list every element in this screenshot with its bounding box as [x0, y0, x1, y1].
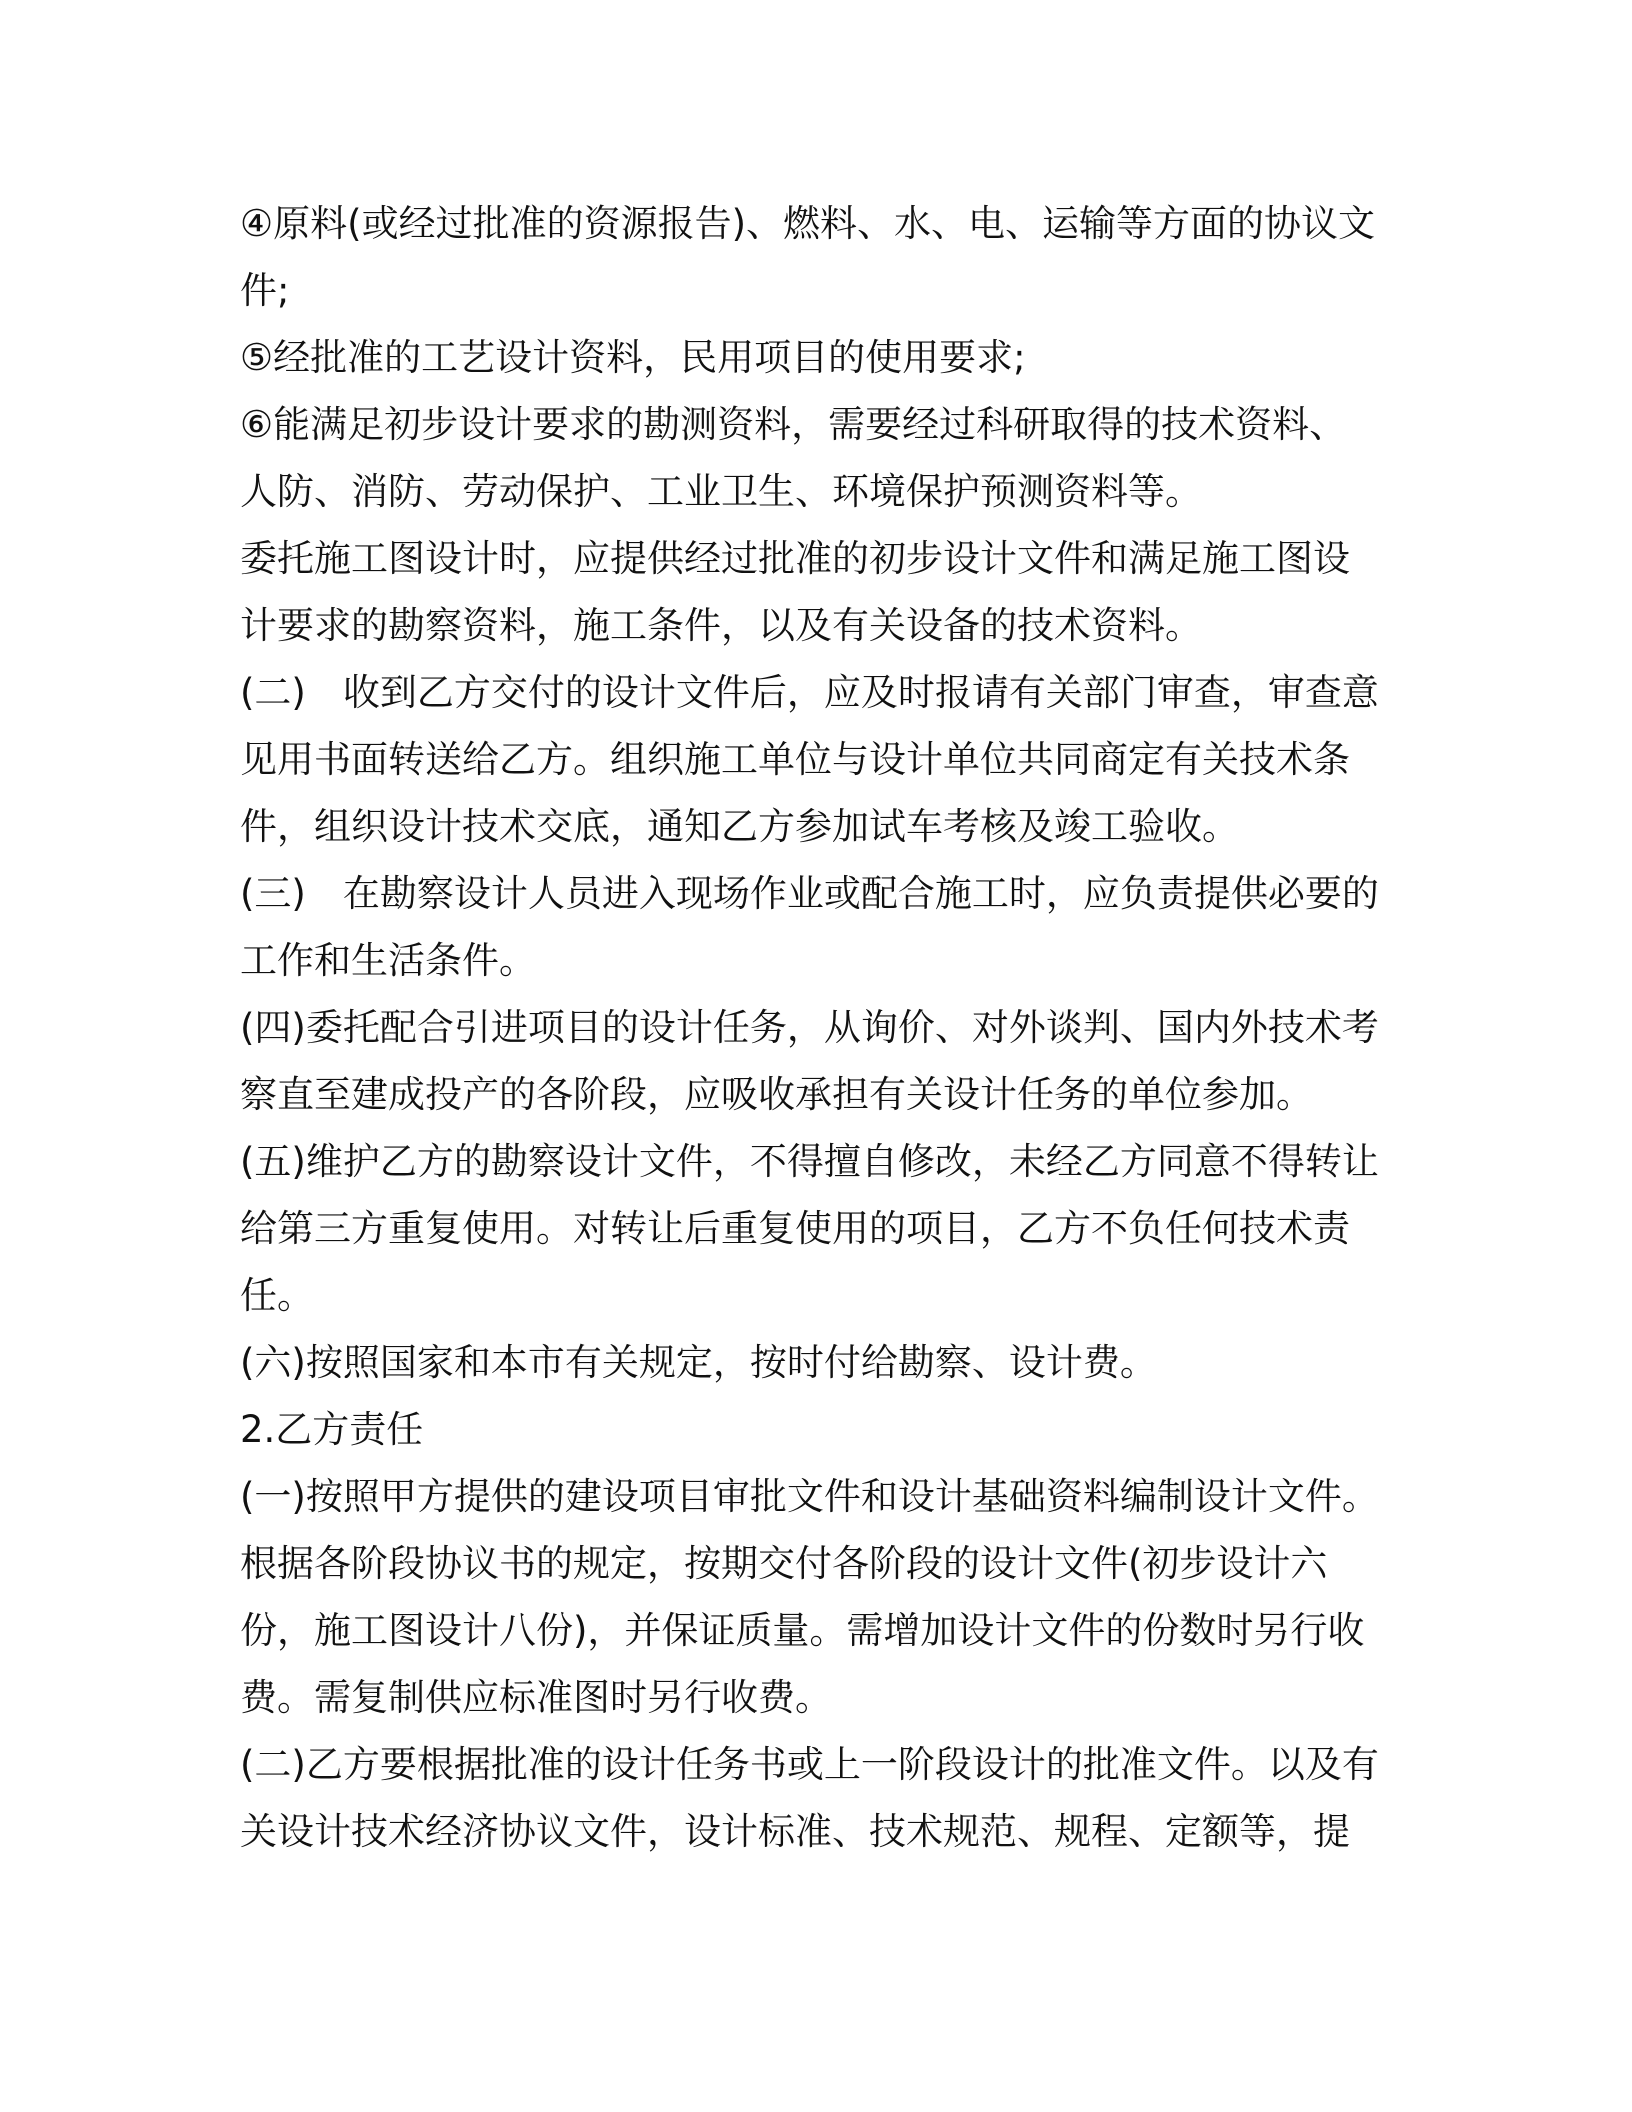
text-line: 件; [240, 269, 290, 312]
text-line: (二) 收到乙方交付的设计文件后，应及时报请有关部门审查，审查意 [240, 671, 1379, 714]
text-line: (一)按照甲方提供的建设项目审批文件和设计基础资料编制设计文件。 [240, 1475, 1379, 1518]
text-line: ④原料(或经过批准的资源报告)、燃料、水、电、运输等方面的协议文 [240, 202, 1376, 245]
section-heading: 2.乙方责任 [240, 1408, 424, 1451]
text-line: 计要求的勘察资料，施工条件，以及有关设备的技术资料。 [240, 604, 1202, 647]
text-line: 委托施工图设计时，应提供经过批准的初步设计文件和满足施工图设 [240, 537, 1350, 580]
text-line: 察直至建成投产的各阶段，应吸收承担有关设计任务的单位参加。 [240, 1073, 1313, 1116]
text-line: (三) 在勘察设计人员进入现场作业或配合施工时，应负责提供必要的 [240, 872, 1379, 915]
text-line: (四)委托配合引进项目的设计任务，从询价、对外谈判、国内外技术考 [240, 1006, 1379, 1049]
text-line: 给第三方重复使用。对转让后重复使用的项目，乙方不负任何技术责 [240, 1207, 1350, 1250]
text-line: 人防、消防、劳动保护、工业卫生、环境保护预测资料等。 [240, 470, 1202, 513]
text-line: (二)乙方要根据批准的设计任务书或上一阶段设计的批准文件。以及有 [240, 1743, 1379, 1786]
text-line: 根据各阶段协议书的规定，按期交付各阶段的设计文件(初步设计六 [240, 1542, 1328, 1585]
text-line: 关设计技术经济协议文件，设计标准、技术规范、规程、定额等，提 [240, 1810, 1350, 1853]
text-line: 工作和生活条件。 [240, 939, 536, 982]
text-line: 见用书面转送给乙方。组织施工单位与设计单位共同商定有关技术条 [240, 738, 1350, 781]
text-line: ⑥能满足初步设计要求的勘测资料，需要经过科研取得的技术资料、 [240, 403, 1347, 446]
text-line: (五)维护乙方的勘察设计文件，不得擅自修改，未经乙方同意不得转让 [240, 1140, 1379, 1183]
text-line: (六)按照国家和本市有关规定，按时付给勘察、设计费。 [240, 1341, 1157, 1384]
text-line: 费。需复制供应标准图时另行收费。 [240, 1676, 832, 1719]
text-line: 份，施工图设计八份)，并保证质量。需增加设计文件的份数时另行收 [240, 1609, 1365, 1652]
text-line: 任。 [240, 1274, 314, 1317]
text-line: 件，组织设计技术交底，通知乙方参加试车考核及竣工验收。 [240, 805, 1239, 848]
text-line: ⑤经批准的工艺设计资料，民用项目的使用要求; [240, 336, 1026, 379]
